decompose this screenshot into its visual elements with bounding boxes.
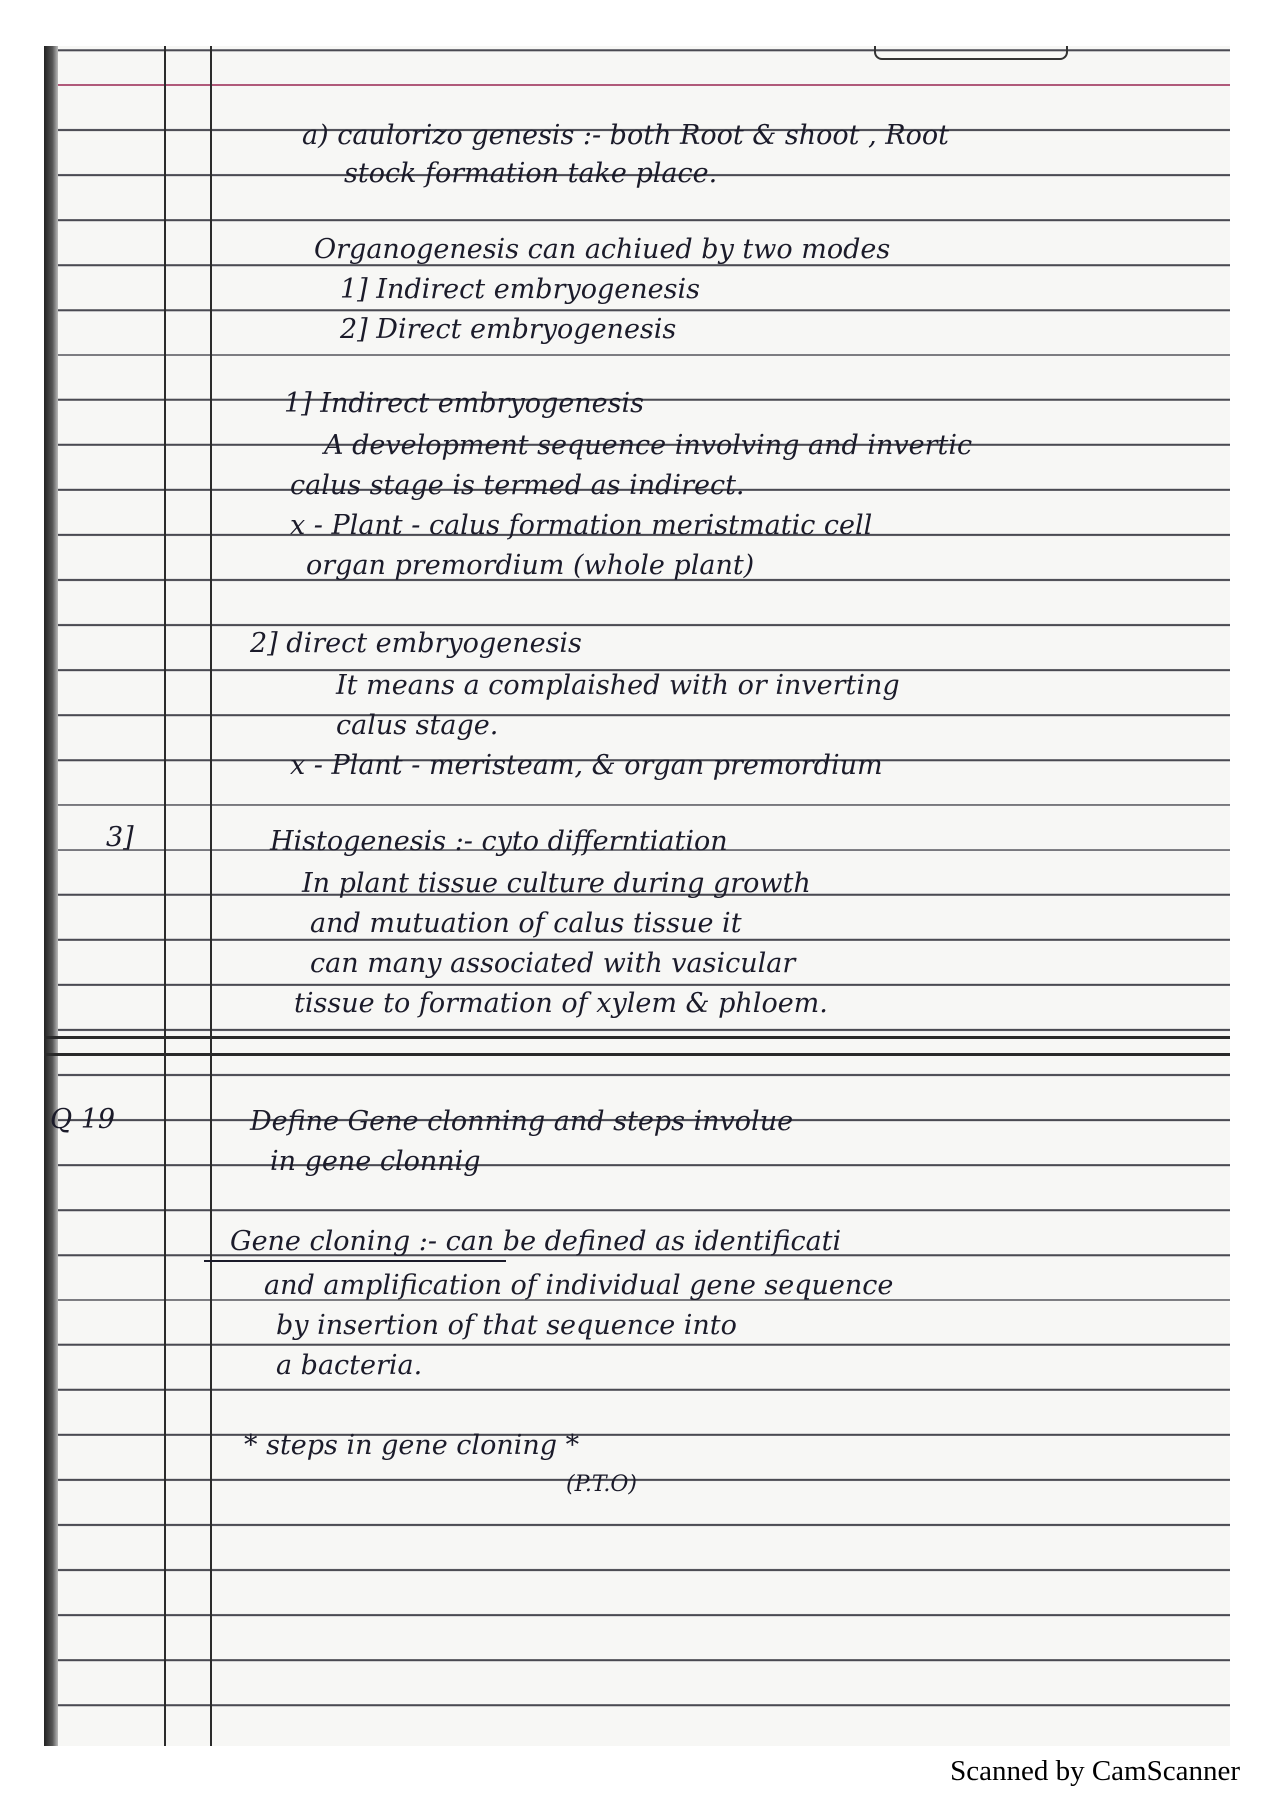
answer-bacteria: a bacteria. (276, 1350, 423, 1381)
line-stock-formation: stock formation take place. (344, 158, 718, 189)
line-mutuation: and mutuation of calus tissue it (310, 908, 742, 939)
answer-insertion: by insertion of that sequence into (276, 1310, 737, 1341)
question-in-gene-cloning: in gene clonnig (270, 1146, 481, 1177)
question-number-3: 3] (106, 822, 134, 853)
line-calus-stage: calus stage is termed as indirect. (290, 470, 745, 501)
line-associated: can many associated with vasicular (310, 948, 796, 979)
heading-indirect-embryogenesis: 1] Indirect embryogenesis (284, 388, 644, 419)
margin-line-inner (210, 46, 212, 1746)
gene-cloning-underline (204, 1260, 506, 1262)
top-margin-rule (58, 84, 1230, 86)
line-plant-tissue-culture: In plant tissue culture during growth (302, 868, 811, 899)
answer-gene-cloning-definition: Gene cloning :- can be defined as identificati (230, 1226, 842, 1257)
question-number-19: Q 19 (50, 1104, 116, 1135)
notebook-spine (44, 46, 58, 1746)
notebook-page (44, 46, 1230, 1746)
answer-amplification: and amplification of individual gene sequence (264, 1270, 894, 1301)
question-define-gene-cloning: Define Gene clonning and steps involue (250, 1106, 794, 1137)
line-mode-indirect: 1] Indirect embryogenesis (340, 274, 700, 305)
margin-line-outer (164, 46, 166, 1746)
heading-steps-gene-cloning: * steps in gene cloning * (244, 1430, 580, 1461)
line-development-sequence: A development sequence involving and invertic (324, 430, 973, 461)
line-calus-stage-2: calus stage. (336, 710, 499, 741)
line-organ-premordium: organ premordium (whole plant) (306, 550, 755, 581)
line-it-means: It means a complaished with or inverting (336, 670, 900, 701)
page-tab-mark (874, 46, 1068, 60)
heading-histogenesis: Histogenesis :- cyto differntiation (270, 826, 728, 857)
line-xylem-phloem: tissue to formation of xylem & phloem. (294, 988, 828, 1019)
line-plant-meristeam: x - Plant - meristeam, & organ premordium (290, 750, 883, 781)
section-divider (44, 1036, 1230, 1056)
heading-direct-embryogenesis: 2] direct embryogenesis (250, 628, 582, 659)
line-plant-calus-formation: x - Plant - calus formation meristmatic cell (290, 510, 873, 541)
line-mode-direct: 2] Direct embryogenesis (340, 314, 677, 345)
scanner-watermark: Scanned by CamScanner (950, 1755, 1240, 1787)
line-caulorizo: a) caulorizo genesis :- both Root & shoot , Root (302, 120, 949, 151)
please-turn-over: (P.T.O) (566, 1472, 637, 1497)
line-organogenesis-modes: Organogenesis can achiued by two modes (314, 234, 891, 265)
